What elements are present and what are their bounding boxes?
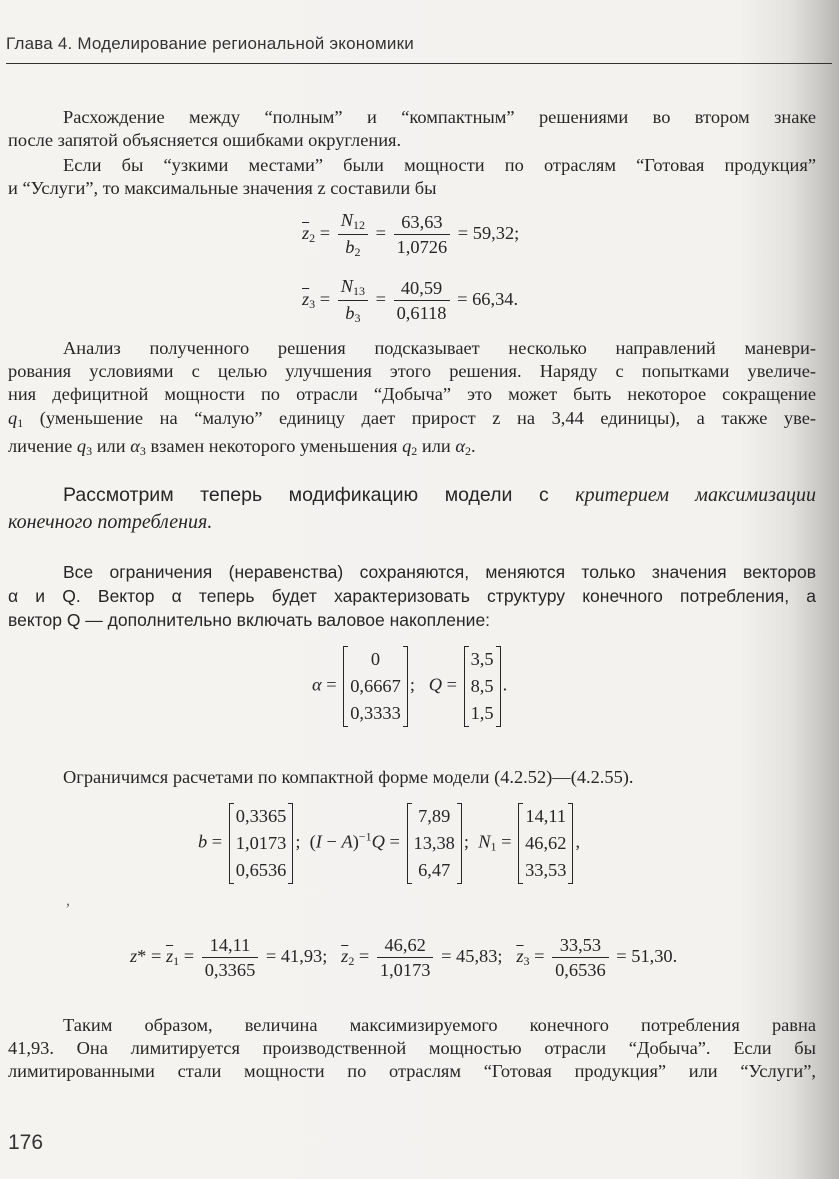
text-line: 41,93. Она лимитируется производственной мощностью отрасли “Добыча”. Если бы: [8, 1038, 816, 1059]
formula-alpha-q: α = 0 0,6667 0,3333 ; Q = 3,5 8,5 1,5 .: [312, 646, 507, 727]
text-line: α и Q. Вектор α теперь будет характеризовать структуру конечного потребления, а: [8, 586, 816, 606]
section-heading: [8, 482, 816, 536]
running-header: Глава 4. Моделирование региональной экономики: [6, 34, 414, 53]
fraction: $\frac{N_{12}}{b_2}$: [338, 210, 368, 260]
text-line: Анализ полученного решения подсказывает несколько направлений маневри-: [63, 338, 816, 358]
vector-n1: 14,11 46,62 33,53: [518, 803, 573, 884]
vector-alpha: 0 0,6667 0,3333: [343, 646, 408, 727]
header-rule: [6, 63, 832, 64]
paragraph-conclusion: [8, 1014, 816, 1084]
fraction: $\frac{63,63}{1,0726}$: [394, 212, 451, 258]
text-line: Расхождение между “полным” и “компактным” решениями во втором знаке: [63, 107, 816, 127]
stray-comma: ,: [66, 892, 70, 909]
paragraph-compact-form: [8, 766, 816, 789]
vector-q: 3,5 8,5 1,5: [464, 646, 501, 727]
vector-iaq: 7,89 13,38 6,47: [407, 803, 462, 884]
text-line: лимитированными стали мощности по отраслям “Готовая продукция” или “Услуги”,: [8, 1061, 816, 1082]
heading-line: конечного потребления.: [8, 511, 213, 533]
paragraph-bottlenecks: [8, 154, 816, 200]
fraction: $\frac{N_{13}}{b_3}$: [338, 276, 368, 326]
heading-line: Рассмотрим теперь модификацию модели с критерием максимизации: [63, 484, 816, 506]
text-line: Таким образом, величина максимизируемого конечного потребления равна: [63, 1015, 816, 1035]
text-line: $q_1$ (уменьшение на “малую” единицу дает прирост z на 3,44 единицы), а также уве-: [8, 407, 816, 430]
text-line: личение $q_3$ или $\alpha_3$ взамен некоторого уменьшения $q_2$ или $\alpha_2$.: [8, 435, 476, 458]
text-line: Если бы “узкими местами” были мощности по отраслям “Готовая продукция”: [63, 155, 816, 175]
page-number: 176: [8, 1131, 44, 1154]
fraction: $\frac{33,53}{0,6536}$: [552, 935, 609, 981]
fraction: $\frac{46,62}{1,0173}$: [377, 935, 434, 981]
fraction: $\frac{40,59}{0,6118}$: [394, 278, 450, 324]
fraction: $\frac{14,11}{0,3365}$: [202, 935, 259, 981]
paragraph-analysis: [8, 337, 816, 463]
text-line: рования условиями с целью улучшения этого решения. Наряду с попытками увеличе-: [8, 361, 816, 382]
text-line: Ограничимся расчетами по компактной форме модели (4.2.52)—(4.2.55).: [63, 767, 634, 787]
text-line: ния дефицитной мощности по отрасли “Добыча” это может быть некоторое сокращение: [8, 384, 816, 405]
vector-b: 0,3365 1,0173 0,6536: [229, 803, 294, 884]
formula-z3: $\overline{z}_3$ = $\frac{N_{13}}{b_3}$ = $\frac{40,59}{0,6118}$ = 66,34.: [302, 276, 519, 325]
formula-z-values: $z* = \overline{z}_1$ = $\frac{14,11}{0,3365}$ = 41,93; $\overline{z}_2$ = $\frac{46,62}{1,0173}$ = 45,83; $\overline{z}_3$ = $\frac{33,53}{0,6536}$ = 51,30.: [130, 935, 678, 980]
text-line: и “Услуги”, то максимальные значения z составили бы: [8, 178, 437, 199]
text-line: Все ограничения (неравенства) сохраняются, меняются только значения векторов: [63, 562, 816, 582]
text-line: вектор Q — дополнительно включать валовое накопление:: [8, 610, 491, 630]
paragraph-rounding: [8, 106, 816, 152]
paragraph-constraints: [8, 560, 816, 632]
formula-z2: $\overline{z}_2$ = $\frac{N_{12}}{b_2}$ = $\frac{63,63}{1,0726}$ = 59,32;: [302, 210, 520, 259]
text-line: после запятой объясняется ошибками округления.: [8, 130, 402, 151]
formula-vectors-b-n1: b = 0,3365 1,0173 0,6536 ; $(I - A)^{-1}Q$ = 7,89 13,38 6,47 ; $N_1$ = 14,11 46,62 33,53 ,: [198, 803, 580, 884]
